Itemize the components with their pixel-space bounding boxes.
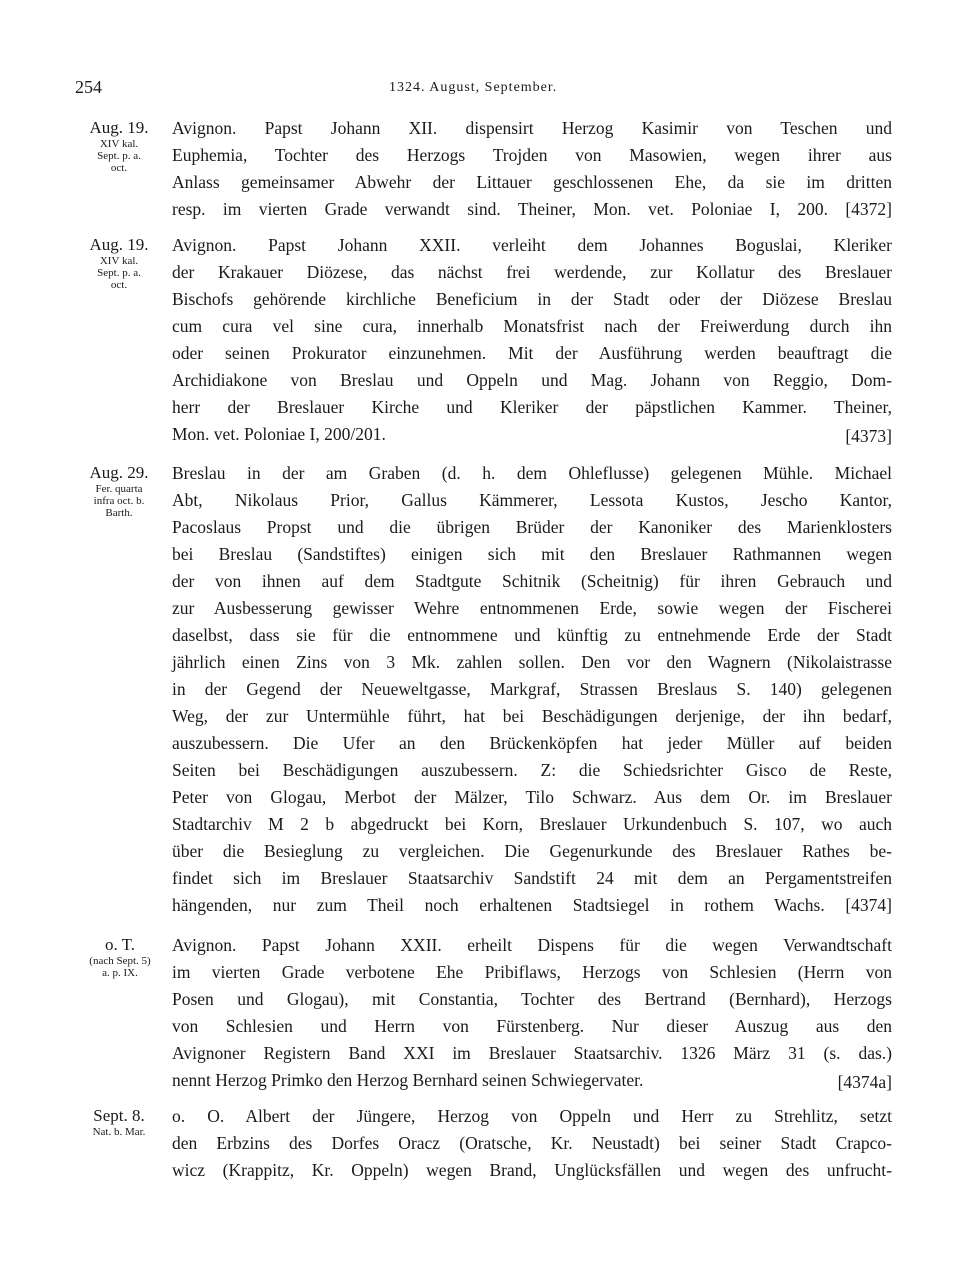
text-line: im vierten Grade verbotene Ehe Pribiflaws, Herzogs von Schlesien (Herrn von (172, 962, 892, 982)
text-line: Abt, Nikolaus Prior, Gallus Kämmerer, Lessota Kustos, Jescho Kantor, (172, 490, 892, 510)
text-line: Breslau in der am Graben (d. h. dem Ohleflusse) gelegenen Mühle. Michael (172, 463, 892, 483)
text-line: der Krakauer Diözese, das nächst frei werdende, zur Kollatur des Breslauer (172, 262, 892, 282)
text-line: oder seinen Prokurator einzunehmen. Mit der Ausführung werden beauftragt die (172, 343, 892, 363)
text-line: cum cura vel sine cura, innerhalb Monatsfrist nach der Freiwerdung durch ihn (172, 316, 892, 336)
margin-date: o. T. (104, 935, 136, 954)
margin-date: Aug. 19. (89, 235, 149, 254)
text-line: Avignoner Registern Band XXI im Breslauer Staatsarchiv. 1326 März 31 (s. das.) (172, 1043, 892, 1063)
margin-line: a. p. IX. (102, 967, 138, 979)
running-head: 1324. August, September. (389, 80, 558, 95)
margin-line: oct. (110, 279, 128, 291)
margin-line: XIV kal. (99, 138, 139, 150)
text-line: Seiten bei Beschädigungen auszubessern. Z: die Schiedsrichter Gisco de Reste, (172, 760, 892, 780)
text-line: Archidiakone von Breslau und Oppeln und Mag. Johann von Reggio, Dom- (172, 370, 892, 390)
text-line: der von ihnen auf dem Stadtgute Schitnik (Scheitnig) für ihren Gebrauch und (172, 571, 892, 591)
text-line: Stadtarchiv M 2 b abgedruckt bei Korn, Breslauer Urkundenbuch S. 107, wo auch (172, 814, 892, 834)
text-line: Weg, der zur Untermühle führt, hat bei Beschädigungen derjenige, der ihn bedarf, (172, 706, 892, 726)
margin-date: Aug. 19. (89, 118, 149, 137)
margin-line: Nat. b. Mar. (92, 1126, 146, 1138)
entry-reference-number: [4373] (845, 426, 892, 446)
margin-line: oct. (110, 162, 128, 174)
margin-note (74, 118, 164, 174)
text-line: von Schlesien und Herrn von Fürstenberg. Nur dieser Auszug aus den (172, 1016, 892, 1036)
text-line: zur Ausbesserung gewisser Wehre entnommenen Erde, sowie wegen der Fischerei (172, 598, 892, 618)
text-line: o. O. Albert der Jüngere, Herzog von Oppeln und Herr zu Strehlitz, setzt (172, 1106, 892, 1126)
margin-line: Sept. p. a. (97, 267, 141, 279)
text-line: hängenden, nur zum Theil noch erhaltenen Stadtsiegel in rothem Wachs. [4374] (172, 895, 892, 915)
margin-line: infra oct. b. (93, 495, 145, 507)
text-line: bei Breslau (Sandstiftes) einigen sich mit den Breslauer Rathmannen wegen (172, 544, 892, 564)
text-line: Avignon. Papst Johann XII. dispensirt Herzog Kasimir von Teschen und (172, 118, 892, 138)
text-line: Bischofs gehörende kirchliche Beneficium in der Stadt oder der Diözese Breslau (172, 289, 892, 309)
margin-note (74, 1106, 164, 1138)
text-line: findet sich im Breslauer Staatsarchiv Sandstift 24 mit dem an Pergamentstreifen (172, 868, 892, 888)
margin-line: Sept. p. a. (97, 150, 141, 162)
margin-line: Fer. quarta (95, 483, 143, 495)
text-line: Posen und Glogau), mit Constantia, Tochter des Bertrand (Bernhard), Herzogs (172, 989, 892, 1009)
text-line: über die Besieglung zu vergleichen. Die Gegenurkunde des Breslauer Rathes be- (172, 841, 892, 861)
margin-line: Barth. (105, 507, 133, 519)
margin-date: Sept. 8. (93, 1106, 145, 1125)
margin-date: Aug. 29. (89, 463, 149, 482)
text-line: Mon. vet. Poloniae I, 200/201. (172, 424, 386, 444)
text-line: Avignon. Papst Johann XXII. erheilt Dispens für die wegen Verwandtschaft (172, 935, 892, 955)
entry-reference-number: [4374a] (837, 1072, 892, 1092)
text-line: herr der Breslauer Kirche und Kleriker der päpstlichen Kammer. Theiner, (172, 397, 892, 417)
text-line: in der Gegend der Neueweltgasse, Markgraf, Strassen Breslaus S. 140) gelegenen (172, 679, 892, 699)
text-line: wicz (Krappitz, Kr. Oppeln) wegen Brand, Unglücksfällen und wegen des unfrucht- (172, 1160, 892, 1180)
text-line: Peter von Glogau, Merbot der Mälzer, Tilo Schwarz. Aus dem Or. im Breslauer (172, 787, 892, 807)
text-line: resp. im vierten Grade verwandt sind. Theiner, Mon. vet. Poloniae I, 200. [4372] (172, 199, 892, 219)
text-line: Anlass gemeinsamer Abwehr der Littauer geschlossenen Ehe, da sie im dritten (172, 172, 892, 192)
page-number: 254 (75, 77, 102, 97)
text-line: Avignon. Papst Johann XXII. verleiht dem Johannes Boguslai, Kleriker (172, 235, 892, 255)
text-line: nennt Herzog Primko den Herzog Bernhard seinen Schwiegervater. (172, 1070, 644, 1090)
margin-line: XIV kal. (99, 255, 139, 267)
margin-note (72, 935, 168, 979)
margin-note (74, 463, 164, 519)
text-line: auszubessern. Die Ufer an den Brückenköpfen hat jeder Müller auf beiden (172, 733, 892, 753)
text-line: den Erbzins des Dorfes Oracz (Oratsche, Kr. Neustadt) bei seiner Stadt Crapco- (172, 1133, 892, 1153)
text-line: Pacoslaus Propst und die übrigen Brüder der Kanoniker des Marienklosters (172, 517, 892, 537)
text-line: Euphemia, Tochter des Herzogs Trojden von Masowien, wegen ihrer aus (172, 145, 892, 165)
text-line: jährlich einen Zins von 3 Mk. zahlen sollen. Den vor den Wagnern (Nikolaistrasse (172, 652, 892, 672)
margin-note (74, 235, 164, 291)
text-line: daselbst, dass sie für die entnommene und künftig zu entnehmende Erde der Stadt (172, 625, 892, 645)
margin-line: (nach Sept. 5) (89, 955, 151, 967)
